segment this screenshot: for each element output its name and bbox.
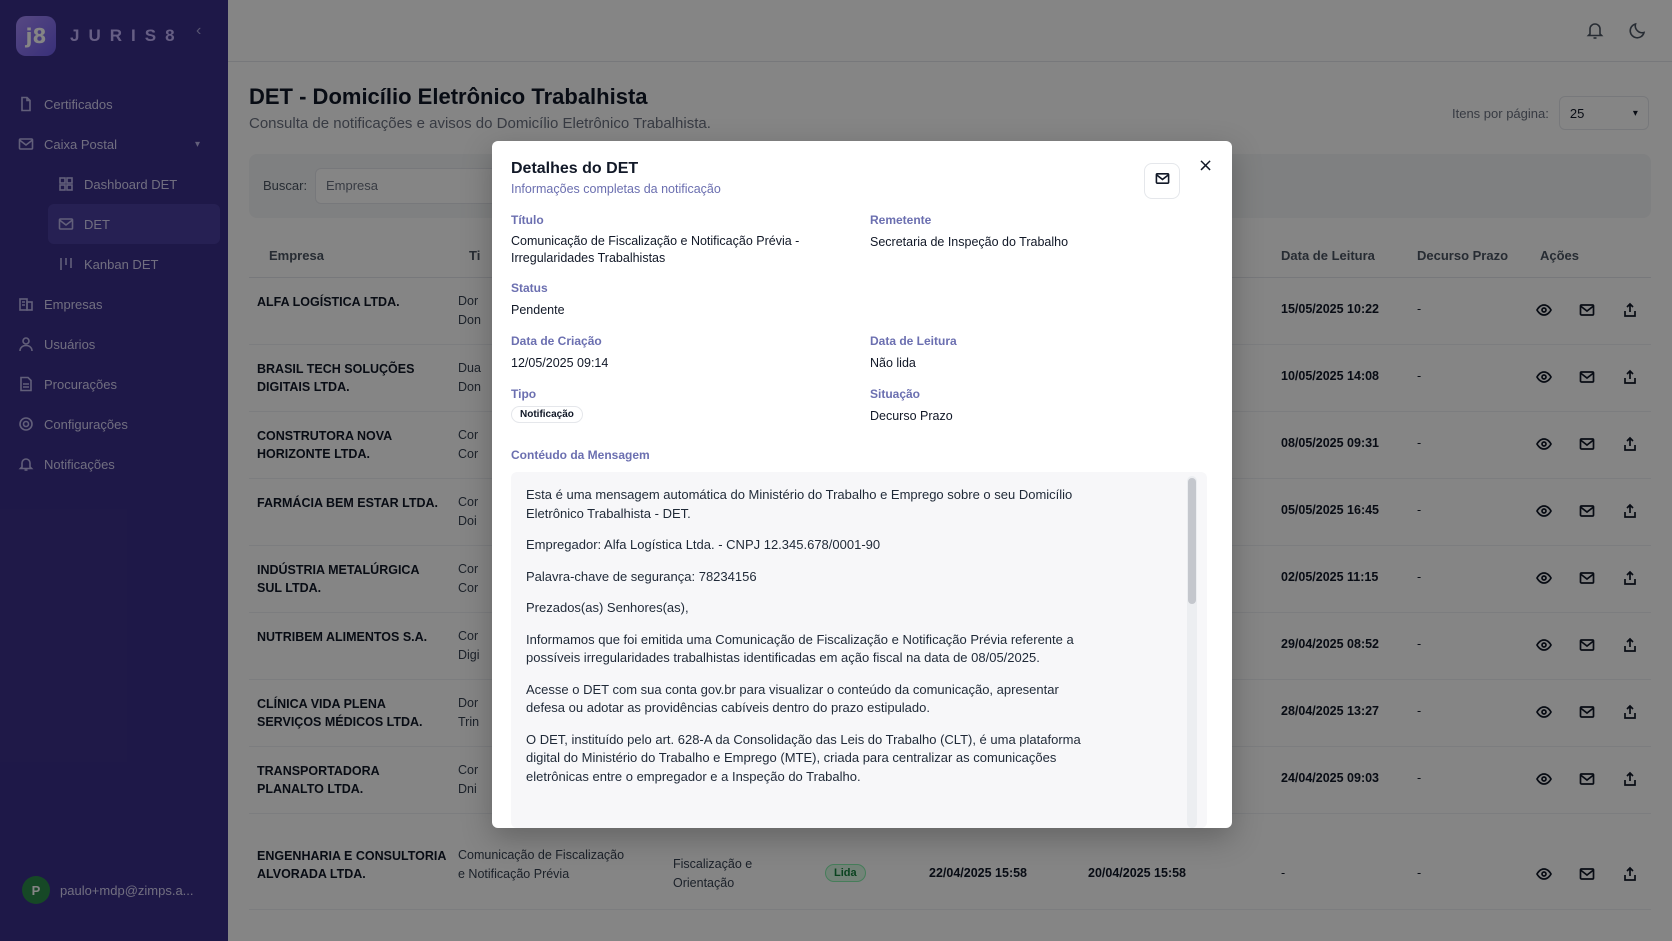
cell-tipo: Dor Trin [458, 696, 480, 729]
cell-decurso: - [1417, 503, 1422, 517]
data-leitura-label: Data de Leitura [870, 334, 957, 348]
modal-title: Detalhes do DET [511, 160, 639, 177]
cell-data-leitura: 08/05/2025 09:31 [1281, 436, 1380, 450]
cell-tipo: Cor Cor [458, 428, 479, 461]
conteudo-label: Contéudo da Mensagem [511, 448, 650, 462]
cell-data-leitura: 02/05/2025 11:15 [1281, 570, 1379, 584]
column-header-data-leitura[interactable]: Data de Leitura [1281, 248, 1375, 263]
page-title: DET - Domicílio Eletrônico Trabalhista [249, 84, 648, 109]
cell-empresa: CLÍNICA VIDA PLENA SERVIÇOS MÉDICOS LTDA. [257, 697, 423, 729]
mail-button[interactable] [1144, 163, 1180, 199]
user-email: paulo+mdp@zimps.a... [60, 882, 194, 898]
per-page-value: 25 [1569, 105, 1585, 121]
sidebar-item-label: Caixa Postal [44, 136, 117, 152]
data-criacao-value: 12/05/2025 09:14 [511, 356, 609, 370]
cell-decurso: - [1417, 704, 1422, 718]
collapse-sidebar-button[interactable]: ‹ [196, 22, 202, 39]
cell-empresa: INDÚSTRIA METALÚRGICA SUL LTDA. [257, 563, 420, 595]
cell-data-leitura: 05/05/2025 16:45 [1281, 503, 1380, 517]
message-paragraph: Prezados(as) Senhores(as), [526, 600, 689, 615]
logo-text: JURIS8 [70, 26, 184, 45]
sidebar-item-label: Notificações [44, 456, 115, 472]
cell-prazo: - [1281, 866, 1286, 880]
cell-decurso: - [1417, 771, 1422, 785]
sidebar-item-label: Certificados [44, 96, 113, 112]
sidebar-item-label: Procurações [44, 376, 117, 392]
message-paragraph: Acesse o DET com sua conta gov.br para visualizar o conteúdo da comunicação, apresentar defesa ou adotar as providências cabíveis dentro do prazo estipulado. [526, 681, 1059, 715]
cell-tipo: Cor Digi [458, 629, 480, 662]
cell-categoria: Fiscalização e Orientação [673, 857, 753, 890]
cell-data-leitura: 24/04/2025 09:03 [1281, 771, 1380, 785]
cell-decurso: - [1417, 369, 1422, 383]
cell-data-leitura: 15/05/2025 10:22 [1281, 302, 1380, 316]
cell-data-leitura: 10/05/2025 14:08 [1281, 369, 1380, 383]
cell-data-leitura: 29/04/2025 08:52 [1281, 637, 1380, 651]
situacao-label: Situação [870, 387, 921, 401]
sidebar-item-label: Kanban DET [84, 256, 159, 272]
message-paragraph: Esta é uma mensagem automática do Ministério do Trabalho e Emprego sobre o seu Domicílio Eletrônico Trabalhista - DET. [526, 487, 1073, 521]
modal-subtitle: Informações completas da notificação [511, 182, 721, 196]
cell-tipo: Cor Cor [458, 562, 479, 595]
cell-data-leitura: 28/04/2025 13:27 [1281, 704, 1380, 718]
status-value: Pendente [511, 303, 565, 317]
search-label: Buscar: [263, 178, 308, 193]
cell-tipo: Dua Don [458, 361, 481, 394]
column-header-tipo[interactable]: Ti [469, 248, 481, 263]
column-header-empresa[interactable]: Empresa [269, 248, 324, 263]
status-label: Status [511, 281, 548, 295]
scrollbar[interactable] [1187, 476, 1197, 828]
message-text [526, 486, 1096, 799]
det-details-modal [492, 141, 1232, 828]
message-content[interactable] [511, 472, 1207, 828]
chevron-down-icon: ▾ [194, 138, 200, 150]
cell-tipo: Dor Don [458, 294, 481, 327]
column-header-acoes: Ações [1540, 248, 1580, 263]
data-criacao-label: Data de Criação [511, 334, 602, 348]
chevron-down-icon: ▾ [1632, 107, 1638, 119]
cell-empresa: CONSTRUTORA NOVA HORIZONTE LTDA. [257, 429, 392, 461]
cell-decurso: - [1417, 302, 1422, 316]
remetente-label: Remetente [870, 213, 932, 227]
cell-empresa: NUTRIBEM ALIMENTOS S.A. [257, 630, 428, 644]
cell-empresa: BRASIL TECH SOLUÇÕES DIGITAIS LTDA. [257, 362, 415, 394]
cell-empresa: ENGENHARIA E CONSULTORIA ALVORADA LTDA. [257, 849, 446, 881]
titulo-label: Título [511, 213, 544, 227]
sidebar-item-label: DET [84, 216, 110, 232]
tipo-label: Tipo [511, 387, 537, 401]
sidebar-item-label: Dashboard DET [84, 176, 178, 192]
sidebar-item-label: Empresas [44, 296, 103, 312]
close-icon[interactable]: × [1198, 155, 1214, 176]
message-paragraph: Informamos que foi emitida uma Comunicação de Fiscalização e Notificação Prévia referente a possíveis irregularidades trabalhistas identificadas em ação fiscal na data de 08/05/2025. [526, 631, 1074, 665]
remetente-value: Secretaria de Inspeção do Trabalho [870, 235, 1069, 249]
cell-tipo: Cor Dni [458, 763, 479, 796]
cell-decurso: - [1417, 637, 1422, 651]
cell-tipo: Comunicação de Fiscalização e Notificação Prévia [458, 848, 625, 881]
column-header-decurso[interactable]: Decurso Prazo [1417, 248, 1509, 263]
sidebar-item-label: Usuários [44, 336, 96, 352]
mail-icon [1155, 171, 1170, 191]
logo-mark: j8 [16, 16, 56, 56]
avatar: P [22, 876, 50, 904]
status-badge: Lida [825, 864, 866, 882]
cell-tipo: Cor Doi [458, 495, 479, 528]
message-paragraph: Palavra-chave de segurança: 78234156 [526, 568, 757, 584]
per-page-label: Itens por página: [1452, 105, 1549, 121]
cell-decurso: - [1417, 436, 1422, 450]
cell-empresa: TRANSPORTADORA PLANALTO LTDA. [257, 764, 380, 796]
scrollbar-thumb[interactable] [1188, 478, 1196, 604]
cell-data-criacao: 22/04/2025 15:58 [929, 866, 1028, 880]
situacao-value: Decurso Prazo [870, 409, 953, 423]
message-paragraph: O DET, instituído pelo art. 628-A da Consolidação das Leis do Trabalho (CLT), é uma plataforma digital do Ministério do Trabalho e Emprego (MTE), criada para centralizar as comunicações eletrônicas entre o empregador e a Inspeção do Trabalho. [526, 731, 1081, 784]
cell-data-envio: 20/04/2025 15:58 [1088, 866, 1187, 880]
cell-decurso: - [1417, 570, 1422, 584]
cell-empresa: FARMÁCIA BEM ESTAR LTDA. [257, 496, 439, 510]
cell-decurso: - [1417, 866, 1422, 880]
cell-empresa: ALFA LOGÍSTICA LTDA. [257, 295, 400, 309]
titulo-value: Comunicação de Fiscalização e Notificação Prévia - Irregularidades Trabalhistas [511, 234, 800, 265]
tipo-chip: Notificação [511, 406, 583, 423]
message-paragraph: Empregador: Alfa Logística Ltda. - CNPJ 12.345.678/0001-90 [526, 537, 881, 552]
page-subtitle: Consulta de notificações e avisos do Domicílio Eletrônico Trabalhista. [249, 115, 711, 132]
data-leitura-value: Não lida [870, 356, 916, 370]
search-input[interactable]: Empresa [315, 168, 735, 204]
sidebar-item-label: Configurações [44, 416, 128, 432]
